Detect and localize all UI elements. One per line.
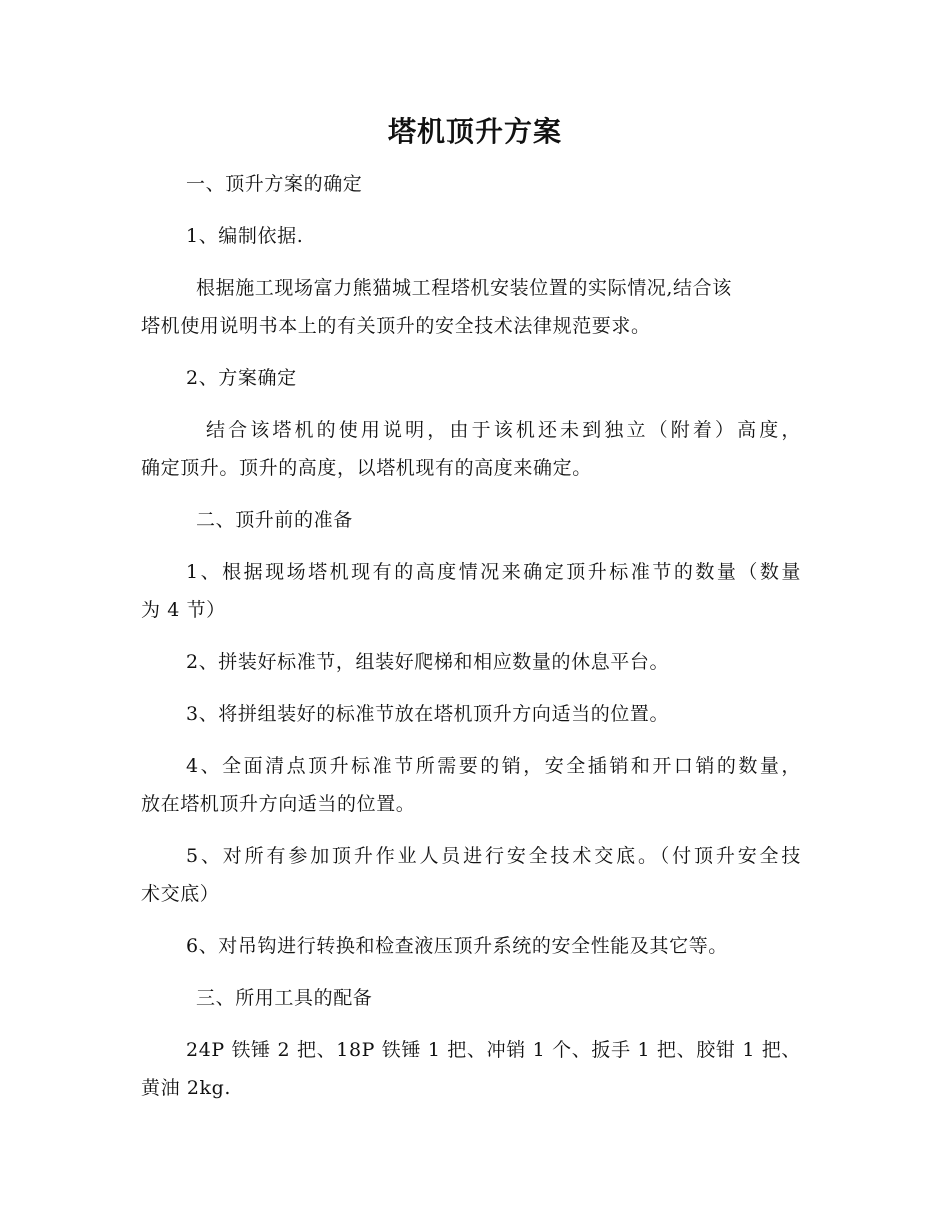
paragraph-line: 塔机使用说明书本上的有关顶升的安全技术法律规范要求。 [141, 315, 651, 337]
list-item-line: 2、拼装好标准节，组装好爬梯和相应数量的休息平台。 [186, 651, 670, 673]
paragraph-line: 确定顶升。顶升的高度，以塔机现有的高度来确定。 [141, 457, 592, 479]
section-heading-1: 一、顶升方案的确定 [186, 173, 363, 195]
list-item-line: 6、对吊钩进行转换和检查液压顶升系统的安全性能及其它等。 [186, 935, 728, 957]
section-heading-3: 三、所用工具的配备 [196, 987, 373, 1009]
list-item-line: 3、将拼组装好的标准节放在塔机顶升方向适当的位置。 [186, 703, 670, 725]
paragraph-line: 结合该塔机的使用说明，由于该机还未到独立（附着）高度， [206, 419, 801, 441]
list-item-line: 为 4 节） [141, 599, 226, 621]
paragraph-line: 根据施工现场富力熊猫城工程塔机安装位置的实际情况,结合该 [196, 277, 732, 299]
list-item-line: 4、全面清点顶升标准节所需要的销，安全插销和开口销的数量， [186, 755, 801, 777]
list-item-line: 放在塔机顶升方向适当的位置。 [141, 793, 416, 815]
list-item-line: 术交底） [141, 883, 220, 905]
tools-line: 24P 铁锤 2 把、18P 铁锤 1 把、冲销 1 个、扳手 1 把、胶钳 1 把、 [186, 1039, 801, 1061]
document-title: 塔机顶升方案 [387, 115, 562, 148]
section-heading-2: 二、顶升前的准备 [196, 509, 353, 531]
list-item-line: 5、对所有参加顶升作业人员进行安全技术交底。（付顶升安全技 [186, 845, 801, 867]
tools-line: 黄油 2kg. [141, 1077, 232, 1099]
list-item-line: 1、根据现场塔机现有的高度情况来确定顶升标准节的数量（数量 [186, 561, 801, 583]
subsection-heading: 2、方案确定 [186, 367, 297, 389]
subsection-heading: 1、编制依据. [186, 225, 304, 247]
